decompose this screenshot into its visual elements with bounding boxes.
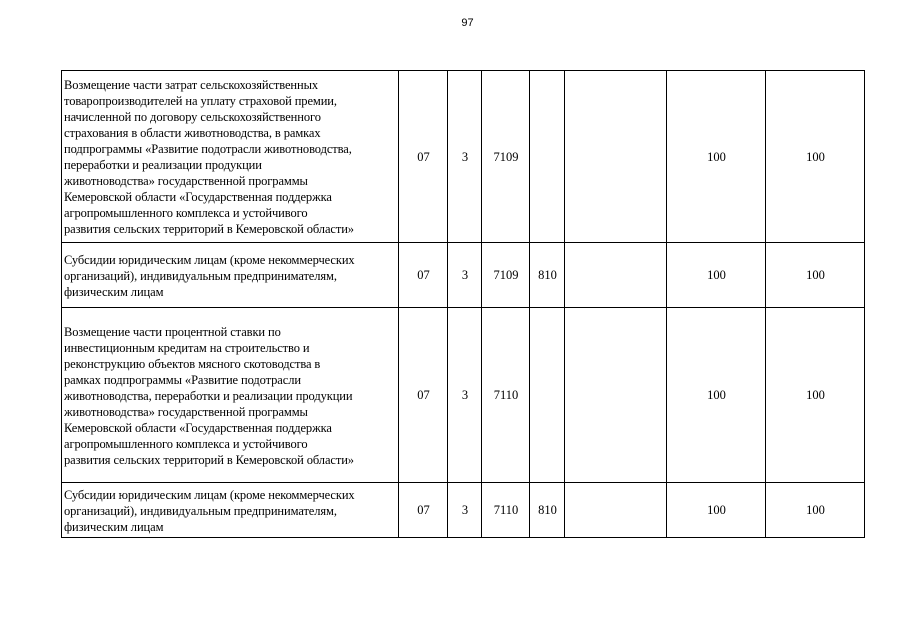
description-line: Возмещение части затрат сельскохозяйственных bbox=[64, 78, 319, 92]
budget-table bbox=[61, 70, 865, 538]
amount-first: 100 bbox=[667, 243, 766, 308]
description-line: животноводства» государственной программы bbox=[64, 174, 308, 188]
subsection-code: 3 bbox=[448, 71, 482, 243]
description-line: Субсидии юридическим лицам (кроме некоммерческих bbox=[64, 487, 355, 502]
description-line: Кемеровской области «Государственная поддержка bbox=[64, 190, 332, 204]
amount-second: 100 bbox=[766, 308, 865, 483]
description-line: животноводства, переработки и реализации продукции bbox=[64, 389, 353, 403]
description-line: товаропроизводителей на уплату страховой премии, bbox=[64, 94, 337, 108]
description-line: развития сельских территорий в Кемеровской области» bbox=[64, 453, 354, 467]
description-line: Кемеровской области «Государственная поддержка bbox=[64, 421, 332, 435]
description-line: страхования в области животноводства, в рамках bbox=[64, 126, 321, 140]
amount-first: 100 bbox=[667, 308, 766, 483]
description-line: агропромышленного комплекса и устойчивого bbox=[64, 437, 308, 451]
subsection-code: 3 bbox=[448, 243, 482, 308]
section-code: 07 bbox=[399, 243, 448, 308]
description-line: начисленной по договору сельскохозяйственного bbox=[64, 110, 321, 124]
row-description bbox=[62, 308, 399, 483]
expense-type-code bbox=[530, 71, 565, 243]
description-line: инвестиционным кредитам на строительство и bbox=[64, 341, 310, 355]
description-line: подпрограммы «Развитие подотрасли животноводства, bbox=[64, 142, 352, 156]
description-line: агропромышленного комплекса и устойчивого bbox=[64, 206, 308, 220]
table-body bbox=[62, 71, 865, 538]
table-row bbox=[62, 308, 865, 483]
description-line: рамках подпрограммы «Развитие подотрасли bbox=[64, 373, 301, 387]
empty-cell bbox=[565, 308, 667, 483]
row-description bbox=[62, 71, 399, 243]
expense-type-code: 810 bbox=[530, 243, 565, 308]
description-line: физическим лицам bbox=[64, 284, 164, 299]
amount-first: 100 bbox=[667, 71, 766, 243]
section-code: 07 bbox=[399, 483, 448, 538]
section-code: 07 bbox=[399, 308, 448, 483]
table-row bbox=[62, 483, 865, 538]
expense-type-code bbox=[530, 308, 565, 483]
description-line: организаций), индивидуальным предпринимателям, bbox=[64, 503, 337, 518]
target-code: 7109 bbox=[482, 243, 530, 308]
target-code: 7110 bbox=[482, 308, 530, 483]
row-description bbox=[62, 243, 399, 308]
amount-second: 100 bbox=[766, 71, 865, 243]
description-line: переработки и реализации продукции bbox=[64, 158, 262, 172]
table-row bbox=[62, 243, 865, 308]
description-line: реконструкцию объектов мясного скотоводства в bbox=[64, 357, 321, 371]
expense-type-code: 810 bbox=[530, 483, 565, 538]
target-code: 7109 bbox=[482, 71, 530, 243]
empty-cell bbox=[565, 71, 667, 243]
amount-first: 100 bbox=[667, 483, 766, 538]
description-line: организаций), индивидуальным предпринимателям, bbox=[64, 268, 337, 283]
description-line: животноводства» государственной программы bbox=[64, 405, 308, 419]
amount-second: 100 bbox=[766, 483, 865, 538]
page-number: 97 bbox=[461, 17, 474, 29]
empty-cell bbox=[565, 243, 667, 308]
table-row bbox=[62, 71, 865, 243]
subsection-code: 3 bbox=[448, 483, 482, 538]
subsection-code: 3 bbox=[448, 308, 482, 483]
section-code: 07 bbox=[399, 71, 448, 243]
row-description bbox=[62, 483, 399, 538]
description-line: Возмещение части процентной ставки по bbox=[64, 325, 281, 339]
target-code: 7110 bbox=[482, 483, 530, 538]
description-line: физическим лицам bbox=[64, 519, 164, 534]
amount-second: 100 bbox=[766, 243, 865, 308]
description-line: Субсидии юридическим лицам (кроме некоммерческих bbox=[64, 252, 355, 267]
empty-cell bbox=[565, 483, 667, 538]
description-line: развития сельских территорий в Кемеровской области» bbox=[64, 222, 354, 236]
